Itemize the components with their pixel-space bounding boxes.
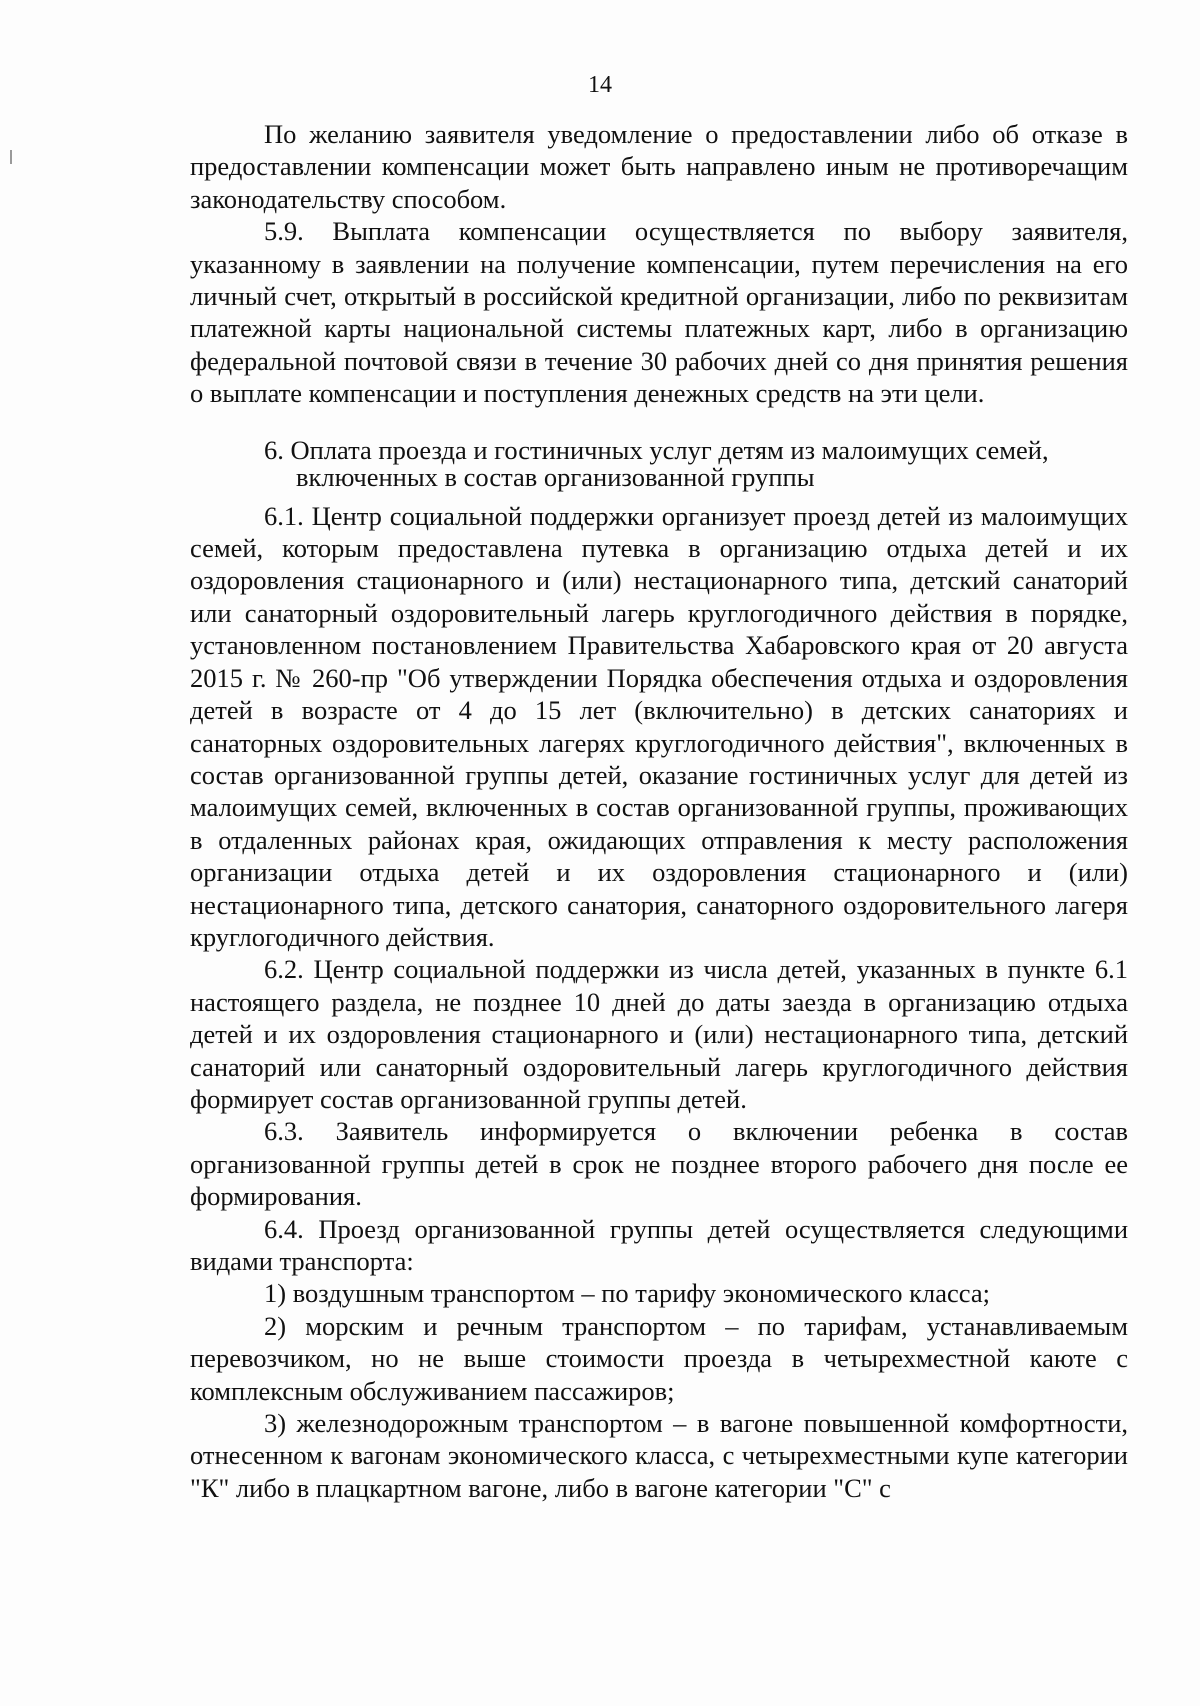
paragraph: 6.4. Проезд организованной группы детей осуществляется следующими видами транспорта:	[190, 1213, 1128, 1276]
section-heading-line: включенных в состав организованной группы	[296, 461, 815, 492]
paragraph: 5.9. Выплата компенсации осуществляется по выбору заявителя, указанному в заявлении на получение компенсации, путем перечисления на его личный счет, открытый в российской кредитной организации, либо по реквизитам платежной карты национальной системы платежных карт, либо в организацию федеральной почтовой связи в течение 30 рабочих дней со дня принятия решения о выплате компенсации и поступления денежных средств на эти цели.	[190, 216, 1128, 409]
list-item: 1) воздушным транспортом – по тарифу экономического класса;	[264, 1278, 991, 1309]
section-heading	[190, 434, 1128, 492]
list-item: 2) морским и речным транспортом – по тарифам, устанавливаемым перевозчиком, но не выше стоимости проезда в четырехместной каюте с комплексным обслуживанием пассажиров;	[190, 1310, 1128, 1406]
section-heading-line: 6. Оплата проезда и гостиничных услуг детям из малоимущих семей,	[264, 434, 1049, 465]
page-number: 14	[588, 72, 612, 98]
paragraph: По желанию заявителя уведомление о предоставлении либо об отказе в предоставлении компенсации может быть направлено иным не противоречащим законодательству способом.	[190, 119, 1128, 214]
paragraph: 6.3. Заявитель информируется о включении ребенка в состав организованной группы детей в срок не позднее второго рабочего дня после ее формирования.	[190, 1116, 1128, 1212]
document-body	[190, 118, 1128, 1504]
paragraph: 6.1. Центр социальной поддержки организует проезд детей из малоимущих семей, которым предоставлена путевка в организацию отдыха детей и их оздоровления стационарного и (или) нестационарного типа, детский санаторий или санаторный оздоровительный лагерь круглогодичного действия в порядке, установленном постановлением Правительства Хабаровского края от 20 августа 2015 г. № 260-пр "Об утверждении Порядка обеспечения отдыха и оздоровления детей в возрасте от 4 до 15 лет (включительно) в детских санаториях и санаторных оздоровительных лагерях круглогодичного действия", включенных в состав организованной группы детей, оказание гостиничных услуг для детей из малоимущих семей, включенных в состав организованной группы, проживающих в отдаленных районах края, ожидающих отправления к месту расположения организации отдыха детей и их оздоровления стационарного и (или) нестационарного типа, детского санатория, санаторного оздоровительного лагеря круглогодичного действия.	[190, 500, 1128, 952]
margin-mark	[10, 150, 12, 164]
list-item: 3) железнодорожным транспортом – в вагоне повышенной комфортности, отнесенном к вагонам экономического класса, с четырехместными купе категории "К" либо в плацкартном вагоне, либо в вагоне категории "С" с	[190, 1408, 1128, 1503]
paragraph: 6.2. Центр социальной поддержки из числа детей, указанных в пункте 6.1 настоящего раздела, не позднее 10 дней до даты заезда в организацию отдыха детей и их оздоровления стационарного и (или) нестационарного типа, детский санаторий или санаторный оздоровительный лагерь круглогодичного действия формирует состав организованной группы детей.	[190, 954, 1128, 1114]
